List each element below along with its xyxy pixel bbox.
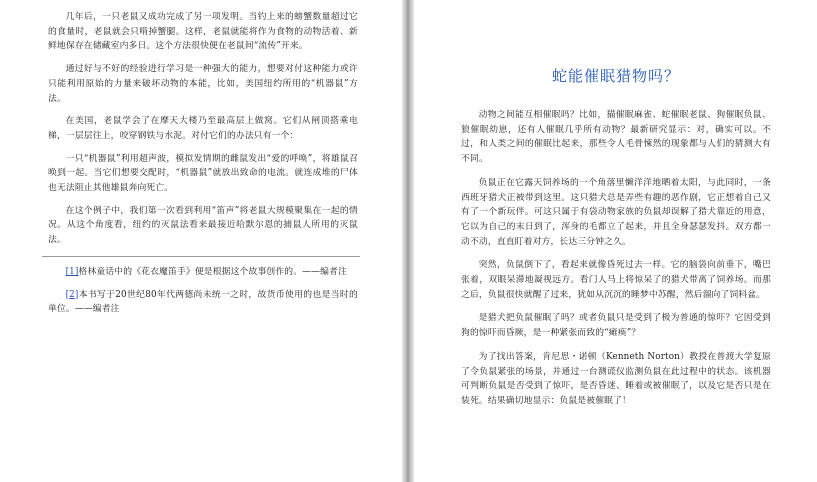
left-paragraph-4: 一只“机器鼠”利用超声波，模拟发情期的雌鼠发出“爱的呼唤”，将雄鼠召唤到一起。当它们想要交配时，“机器鼠”就放出致命的电流。就连成堆的尸体也无法阻止其他雄鼠奔向死亡。 [48, 153, 358, 194]
left-paragraph-1: 几年后，一只老鼠又成功完成了另一项发明。当钓上来的螃蟹数量超过它的食量时，老鼠就会只啃掉蟹腿。这样，老鼠就能将作为食物的动物活着、新鲜地保存在储藏室内多日。这个方法很快便在老鼠间“流传”开来。 [48, 12, 358, 52]
footnote-2-text: 本书写于20世纪80年代两德尚未统一之时，故货币使用的也是当时的单位。——编者注 [48, 289, 358, 315]
right-page [414, 0, 817, 482]
footnote-1-text: 格林童话中的《花衣魔笛手》便是根据这个故事创作的。——编者注 [78, 266, 347, 277]
right-paragraph-1: 动物之间能互相催眠吗？比如，猫催眠麻雀、蛇催眠老鼠、狗催眠负鼠、狼催眠幼崽，还有人催眠几乎所有动物？最新研究显示：对，确实可以。不过，和人类之间的催眠比起来，那些令人毛骨悚然的现象都与人们的猜测大有不同。 [461, 110, 771, 165]
footnote-1 [48, 265, 358, 280]
left-page-text-column [48, 10, 358, 325]
left-paragraph-3: 在美国，老鼠学会了在摩天大楼乃至最高层上做窝。它们从闸顶搭乘电梯，一层层往上，咬穿钢铁与水泥。对付它们的办法只有一个： [48, 116, 358, 141]
chapter-title: 蛇能催眠猎物吗？ [551, 67, 680, 85]
right-page-text-column [461, 10, 771, 418]
left-paragraph-5: 在这个例子中，我们第一次看到利用“笛声”将老鼠大规模聚集在一起的情况。从这个角度看，纽约的灭鼠法看来最接近哈默尔恩的捕鼠人所用的灭鼠法。 [48, 205, 358, 246]
page-gutter [402, 0, 414, 482]
right-paragraph-2: 负鼠正在它露天饲养场的一个角落里懒洋洋地晒着太阳，与此同时，一条西班牙猎犬正被带到这里。这只猎犬总是弄些有趣的恶作剧，它正想着自己又有了一个新玩伴。可这只属于有袋动物家族的负鼠却误解了猎犬靠近的用意，它以为自己的末日到了，浑身的毛都立了起来，并且全身瑟瑟发抖。双方都一动不动，直直盯着对方，长达三分钟之久。 [461, 177, 771, 247]
right-paragraph-5: 为了找出答案，肯尼思・诺顿（Kenneth Norton）教授在普渡大学复原了令负鼠紧张的场景，并通过一台测谎仪监测负鼠在此过程中的状态。该机器可判断负鼠是否受到了惊吓，是否昏迷、睡着或被催眠了，以及它是否只是在装死。结果确切地显示：负鼠是被催眠了！ [461, 351, 771, 406]
left-page [0, 0, 402, 482]
left-paragraph-2: 通过好与不好的经验进行学习是一种强大的能力，想要对付这种能力或许只能利用原始的力量来破坏动物的本能，比如，美国纽约所用的“机器鼠”方法。 [48, 64, 358, 104]
footnote-1-link[interactable]: [1] [65, 266, 79, 277]
right-paragraph-3: 突然，负鼠倒下了，看起来就像昏死过去一样。它的脑袋向前垂下，嘴巴张着，双眼呆滞地凝视远方。看门人马上将惊呆了的猎犬带离了饲养场。而那之后，负鼠很快就醒了过来，犹如从沉沉的睡梦中苏醒，然后溜向了饲料盆。 [461, 260, 771, 300]
footnote-2-link[interactable]: [2] [65, 289, 79, 300]
footnote-divider [42, 256, 360, 257]
footnote-2 [48, 288, 358, 317]
right-paragraph-4: 是猎犬把负鼠催眠了吗？或者负鼠只是受到了极为普通的惊吓？它因受到狗的惊吓而昏厥，是一种紧张而致的“瘫痪”？ [461, 313, 771, 339]
